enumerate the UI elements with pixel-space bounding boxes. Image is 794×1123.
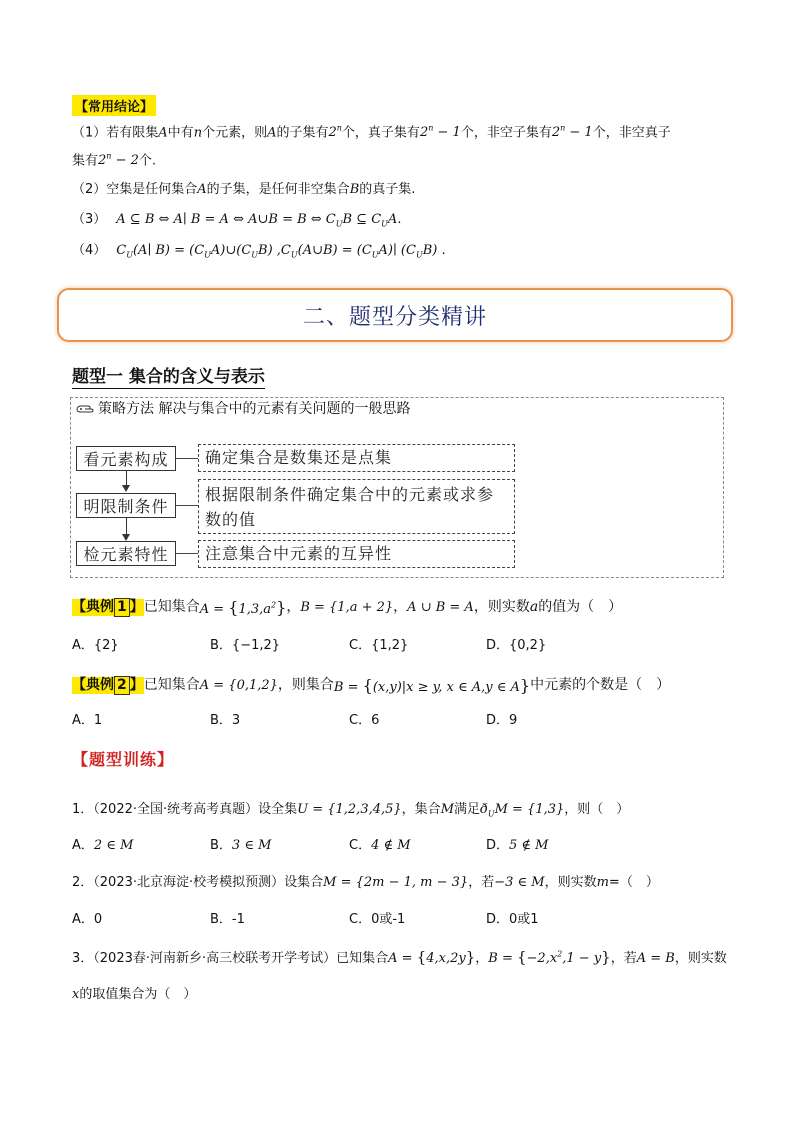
- example-1-option-a[interactable]: A．{2}: [72, 638, 119, 653]
- conclusion-item-3: （3） A ⊆ B ⇔ A∣ B = A ⇔ A∪B = B ⇔ $C_UB$ ⊆ $C_UA$.: [72, 212, 402, 229]
- step-desc-3: 注意集合中元素的互异性: [198, 540, 515, 568]
- question-1: 1．（2022·全国·统考高考真题）设全集U = {1,2,3,4,5}，集合M满足$ð_UM = \{1,3\}$，则（ ）: [72, 802, 630, 819]
- question-2-option-b[interactable]: B．-1: [210, 912, 245, 927]
- question-1-option-d[interactable]: D．5 ∉ M: [486, 838, 549, 853]
- question-2-option-a[interactable]: A．0: [72, 912, 103, 927]
- conclusion-item-1-line2: 集有$2^n - 2$个.: [72, 152, 157, 169]
- example-2: 【典例 2 】 已知集合 A = {0,1,2} ，则集合 B = {(x,y)|x ≥ y, x ∈ A,y ∈ A} 中元素的个数是（ ）: [72, 676, 671, 695]
- section-title: 题型一 集合的含义与表示: [72, 362, 265, 389]
- conclusion-item-4: （4） $C_U(A∣$ $B) = (C_UA)\cup(C_UB)$ $,C_U(A\cup B)$ = $(C_UA)∣$ $(C_UB)$ .: [72, 243, 446, 260]
- example-2-option-a[interactable]: A．1: [72, 713, 103, 728]
- example-2-option-c[interactable]: C．6: [349, 713, 380, 728]
- question-1-option-b[interactable]: B．3 ∈ M: [210, 838, 272, 853]
- conclusion-item-1: （1）若有限集A中有n个元素，则A的子集有2$^n$个，真子集有$2^n - 1$个，非空子集有$2^n - 1$个，非空真子: [72, 124, 671, 141]
- question-3-line2: x的取值集合为（ ）: [72, 987, 197, 1002]
- question-1-option-c[interactable]: C．4 ∉ M: [349, 838, 411, 853]
- example-2-option-b[interactable]: B．3: [210, 713, 241, 728]
- question-2: 2．（2023·北京海淀·校考模拟预测）设集合M = {2m − 1, m − 3}，若−3 ∈ M，则实数m=（ ）: [72, 875, 659, 890]
- step-box-3: 检元素特性: [76, 541, 176, 566]
- example-2-option-d[interactable]: D．9: [486, 713, 518, 728]
- section-banner: [57, 288, 733, 342]
- example-1: 【典例 1 】 已知集合 $A = \{1,3,a^2\}$ ， B = {1,a + 2} ， A ∪ B = A ，则实数 a 的值为（ ）: [72, 598, 623, 617]
- step-box-2: 明限制条件: [76, 493, 176, 518]
- step-box-1: 看元素构成: [76, 446, 176, 471]
- training-title: 【题型训练】: [72, 750, 175, 769]
- question-2-option-c[interactable]: C．0或-1: [349, 912, 406, 927]
- flow-arrow-head-1: [122, 485, 130, 492]
- example-1-option-b[interactable]: B．{−1,2}: [210, 638, 281, 653]
- connector-3: [176, 553, 198, 554]
- step-desc-2: 根据限制条件确定集合中的元素或求参数的值: [198, 479, 515, 534]
- flow-arrow-head-2: [122, 534, 130, 541]
- question-2-option-d[interactable]: D．0或1: [486, 912, 539, 927]
- question-1-option-a[interactable]: A．2 ∈ M: [72, 838, 134, 853]
- step-desc-1: 确定集合是数集还是点集: [198, 444, 515, 472]
- banner-title: 二、题型分类精讲: [302, 304, 487, 330]
- conclusion-tag: 【常用结论】: [72, 95, 156, 116]
- flow-arrow-line-1: [126, 471, 127, 485]
- connector-1: [176, 458, 198, 459]
- conclusion-item-2: （2）空集是任何集合A的子集，是任何非空集合B的真子集.: [72, 182, 416, 197]
- connector-2: [176, 505, 198, 506]
- example-1-option-d[interactable]: D．{0,2}: [486, 638, 547, 653]
- strategy-header: 策略方法 解决与集合中的元素有关问题的一般思路: [76, 401, 410, 418]
- pointing-hand-icon: [76, 402, 94, 416]
- question-3: 3．（2023春·河南新乡·高三校联考开学考试）已知集合A = {4,x,2y}，$B = \{-2,x^2,1 - y\}$，若A = B，则实数: [72, 948, 727, 966]
- example-1-option-c[interactable]: C．{1,2}: [349, 638, 409, 653]
- flow-arrow-line-2: [126, 518, 127, 534]
